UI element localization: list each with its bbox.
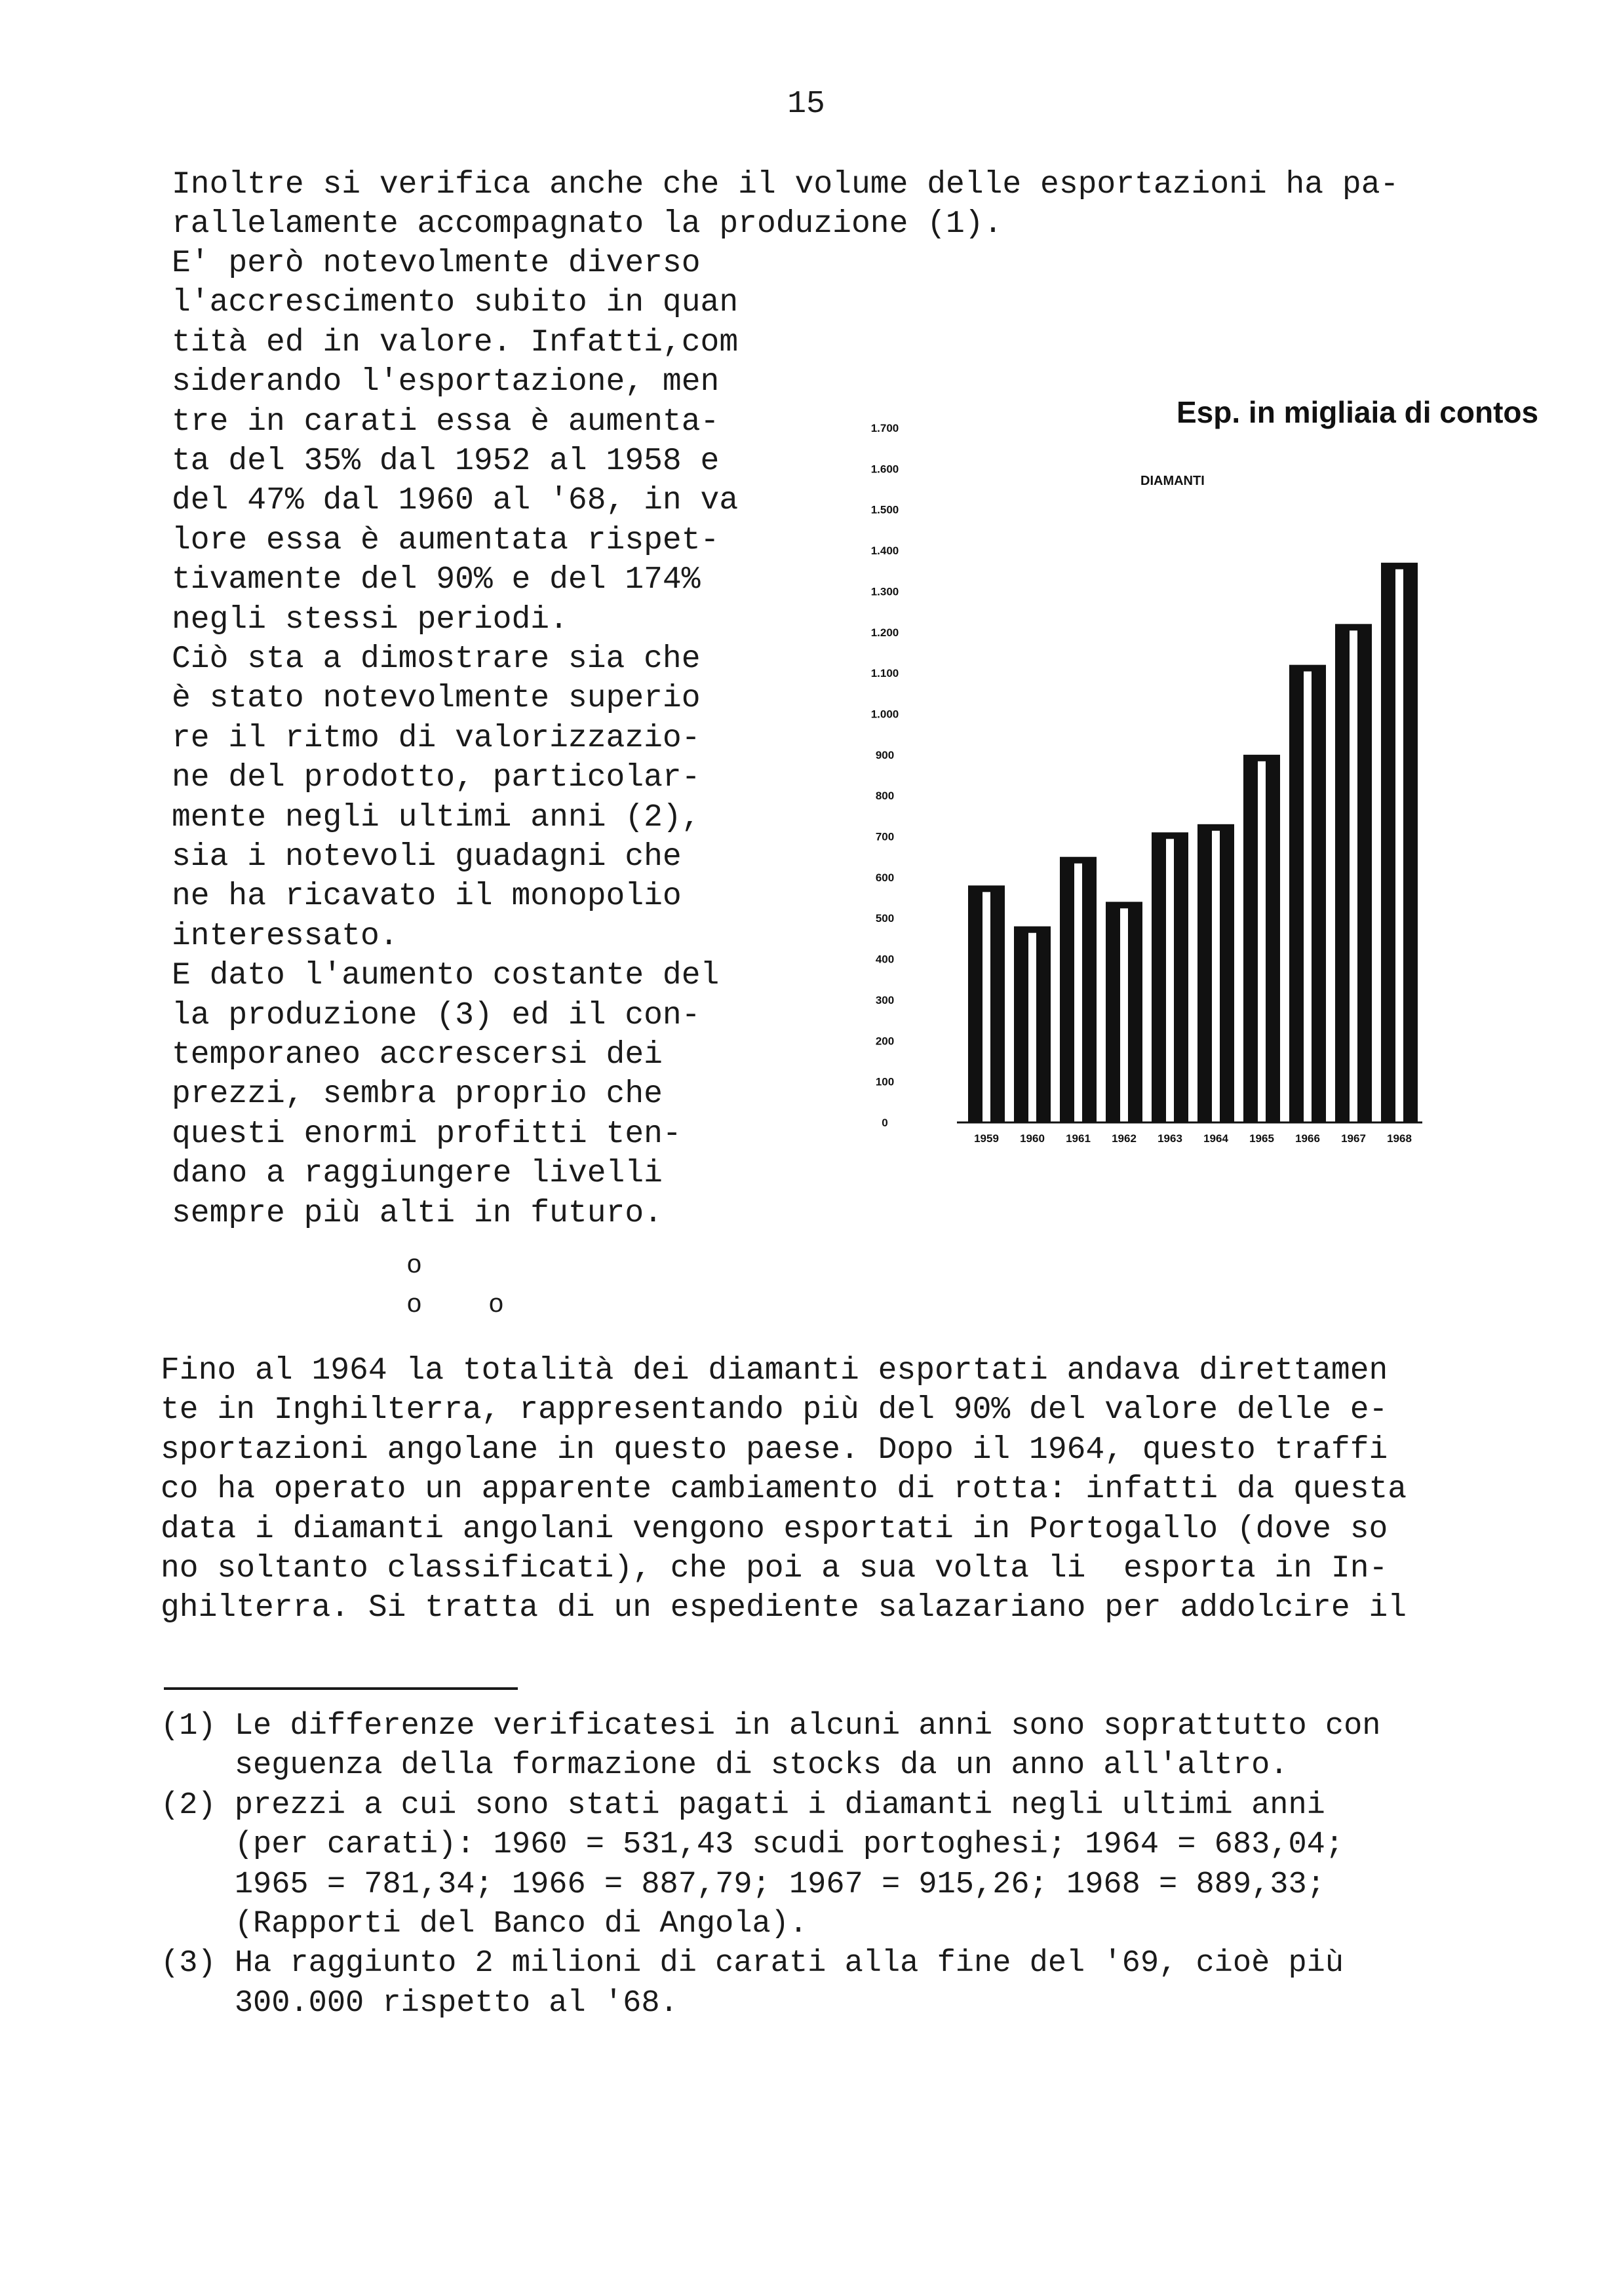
text-line: ghilterra. Si tratta di un espediente salazariano per addolcire il <box>161 1590 1407 1626</box>
chart-title: Esp. in migliaia di contos <box>1177 395 1539 429</box>
bar-stripe <box>983 892 990 1122</box>
bar-stripe <box>1166 839 1174 1122</box>
y-tick-label: 300 <box>875 993 895 1006</box>
y-tick-label: 600 <box>875 871 895 884</box>
y-tick-label: 0 <box>882 1117 888 1129</box>
text-line: (Rapporti del Banco di Angola). <box>161 1907 808 1942</box>
y-tick-label: 400 <box>875 953 895 966</box>
text-line: temporaneo accrescersi dei <box>172 1037 663 1073</box>
chart-svg <box>846 367 1539 1212</box>
text-line: ne ha ricavato il monopolio <box>172 879 682 915</box>
y-tick-label: 1.400 <box>870 545 899 558</box>
text-line: no soltanto classificati), che poi a sua volta li esporta in In- <box>161 1551 1388 1586</box>
text-line: siderando l'esportazione, men <box>172 364 720 400</box>
y-tick-label: 900 <box>875 748 895 761</box>
text-line: (per carati): 1960 = 531,43 scudi portoghesi; 1964 = 683,04; <box>161 1827 1344 1863</box>
bar-stripe <box>1395 569 1403 1122</box>
x-tick-label: 1968 <box>1387 1132 1412 1145</box>
text-line: co ha operato un apparente cambiamento di rotta: infatti da questa <box>161 1472 1407 1508</box>
diamond-export-chart <box>846 367 1539 1212</box>
page-number: 15 <box>787 86 825 122</box>
y-tick-label: 800 <box>875 790 895 803</box>
y-tick-label: 1.700 <box>870 422 899 434</box>
text-line: sportazioni angolane in questo paese. Dopo il 1964, questo traffi <box>161 1432 1388 1468</box>
text-line: 300.000 rispetto al '68. <box>161 1985 678 2021</box>
separator-mark: o <box>406 1291 423 1320</box>
text-line: sempre più alti in futuro. <box>172 1195 663 1231</box>
y-tick-label: 1.500 <box>870 503 899 516</box>
text-line: re il ritmo di valorizzazio- <box>172 720 701 756</box>
text-line: tivamente del 90% e del 174% <box>172 562 701 598</box>
text-line: tità ed in valore. Infatti,com <box>172 324 739 360</box>
x-tick-label: 1962 <box>1112 1132 1137 1145</box>
bar-stripe <box>1212 831 1220 1122</box>
text-line: questi enormi profitti ten- <box>172 1116 682 1152</box>
bar-stripe <box>1028 933 1036 1122</box>
text-line: negli stessi periodi. <box>172 602 568 638</box>
text-line: sia i notevoli guadagni che <box>172 839 682 875</box>
text-line: l'accrescimento subito in quan <box>172 285 739 321</box>
text-line: del 47% dal 1960 al '68, in va <box>172 483 739 519</box>
text-line: dano a raggiungere livelli <box>172 1156 663 1192</box>
text-line: ta del 35% dal 1952 al 1958 e <box>172 444 720 479</box>
y-tick-label: 1.200 <box>870 626 899 639</box>
bar-stripe <box>1304 672 1312 1122</box>
x-tick-label: 1963 <box>1158 1132 1182 1145</box>
y-tick-label: 1.300 <box>870 585 899 598</box>
text-line: (3) Ha raggiunto 2 milioni di carati alla fine del '69, cioè più <box>161 1946 1344 1981</box>
separator-mark: o <box>488 1291 505 1320</box>
y-tick-label: 1.100 <box>870 667 899 680</box>
bar-stripe <box>1120 908 1128 1122</box>
text-line: la produzione (3) ed il con- <box>172 997 701 1033</box>
text-line: prezzi, sembra proprio che <box>172 1077 663 1113</box>
x-tick-label: 1959 <box>974 1132 999 1145</box>
text-line: 1965 = 781,34; 1966 = 887,79; 1967 = 915,26; 1968 = 889,33; <box>161 1867 1325 1902</box>
text-line: (1) Le differenze verificatesi in alcuni anni sono soprattutto con <box>161 1709 1381 1744</box>
x-tick-label: 1965 <box>1249 1132 1274 1145</box>
text-line: te in Inghilterra, rappresentando più del 90% del valore delle e- <box>161 1392 1388 1428</box>
text-line: interessato. <box>172 918 399 954</box>
y-tick-label: 1.000 <box>870 708 899 721</box>
bar-stripe <box>1074 864 1082 1122</box>
y-tick-label: 1.600 <box>870 463 899 476</box>
x-tick-label: 1967 <box>1341 1132 1366 1145</box>
bar-stripe <box>1258 761 1266 1122</box>
text-line: seguenza della formazione di stocks da un anno all'altro. <box>161 1748 1289 1784</box>
x-tick-label: 1966 <box>1295 1132 1320 1145</box>
x-tick-label: 1961 <box>1066 1132 1091 1145</box>
separator-mark: o <box>406 1252 423 1281</box>
text-line: ne del prodotto, particolar- <box>172 760 701 796</box>
text-line: E dato l'aumento costante del <box>172 958 720 994</box>
text-line: rallelamente accompagnato la produzione (1). <box>172 206 1003 242</box>
text-line: è stato notevolmente superio <box>172 681 701 717</box>
text-line: data i diamanti angolani vengono esportati in Portogallo (dove so <box>161 1511 1388 1547</box>
text-line: E' però notevolmente diverso <box>172 246 701 281</box>
chart-subtitle: DIAMANTI <box>1140 474 1205 488</box>
y-tick-label: 200 <box>875 1035 895 1048</box>
text-line: Inoltre si verifica anche che il volume delle esportazioni ha pa- <box>172 167 1399 202</box>
bar-stripe <box>1350 630 1357 1122</box>
x-tick-label: 1960 <box>1020 1132 1045 1145</box>
x-tick-label: 1964 <box>1203 1132 1228 1145</box>
footnote-separator <box>164 1687 518 1690</box>
y-tick-label: 500 <box>875 912 895 925</box>
text-line: Fino al 1964 la totalità dei diamanti esportati andava direttamen <box>161 1353 1388 1388</box>
text-line: mente negli ultimi anni (2), <box>172 799 701 835</box>
y-tick-label: 700 <box>875 830 895 843</box>
text-line: Ciò sta a dimostrare sia che <box>172 641 701 677</box>
y-tick-label: 100 <box>875 1075 895 1088</box>
text-line: (2) prezzi a cui sono stati pagati i diamanti negli ultimi anni <box>161 1788 1325 1823</box>
text-line: lore essa è aumentata rispet- <box>172 522 720 558</box>
text-line: tre in carati essa è aumenta- <box>172 404 720 440</box>
